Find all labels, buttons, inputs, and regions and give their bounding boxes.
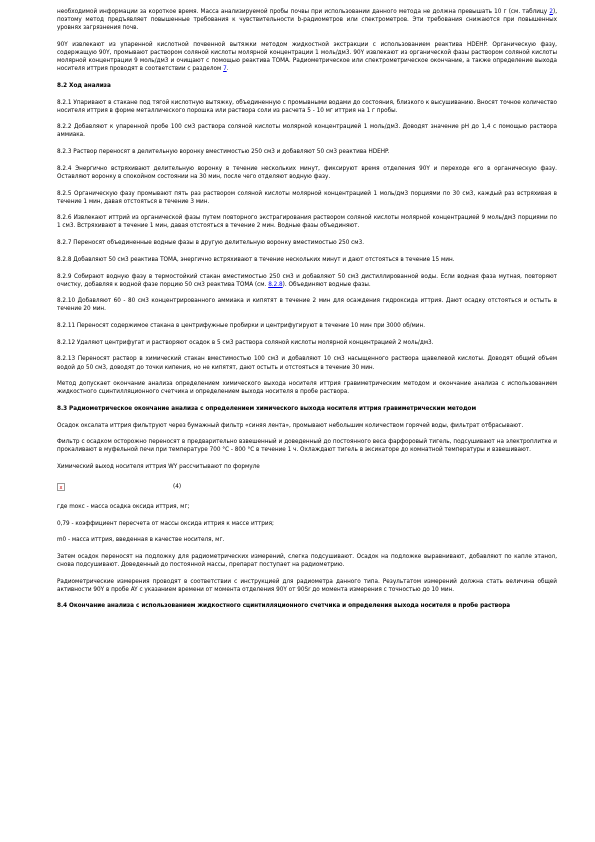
- paragraph: 90Y извлекают из упаренной кислотной почвенной вытяжки методом жидкостной экстракции с использованием реактива HDEHP. Органическую фазу, содержащую 90Y, промывают раствором соляной кислоты молярной концентрации 1 моль/дм3. 90Y извлекают из органической фазы раствором соляной кислоты молярной концентрации 9 моль/дм3 и очищают с помощью реактива ТОМА. Радиометрическое или спектрометрическое окончание, а также определение выхода носителя иттрия проводят в соответствии с разделом 7.: [57, 41, 557, 73]
- cross-reference-link[interactable]: 7: [223, 66, 227, 73]
- cross-reference-link[interactable]: 2: [549, 9, 553, 15]
- paragraph: 8.2.12 Удаляют центрифугат и растворяют осадок в 5 см3 раствора соляной кислоты молярной концентрацией 2 моль/дм3.: [57, 339, 434, 346]
- paragraph: 8.2.4 Энергично встряхивают делительную воронку в течение нескольких минут, фиксируют время отделения 90Y и переходе его в органическую фазу. Оставляют воронку в спокойном состоянии на 30 мин, после чего отделяют водную фазу.: [57, 165, 557, 180]
- section-heading: 8.2 Ход анализа: [57, 82, 111, 89]
- formula-image-placeholder-icon: x: [57, 483, 65, 491]
- formula-block: [57, 480, 557, 494]
- paragraph: Химический выход носителя иттрия WY рассчитывают по формуле: [57, 464, 260, 471]
- section-heading: 8.3 Радиометрическое окончание анализа с определением химического выхода носителя иттрия гравиметрическим методом: [57, 406, 477, 412]
- paragraph: 8.2.9 Собирают водную фазу в термостойкий стакан вместимостью 250 см3 и добавляют 50 см3 дистиллированной воды. Если водная фаза мутная, повторяют очистку, добавляя к водной фазе порцию 50 см3 реактива ТОМА (см. 8.2.8). Объединяют водные фазы.: [57, 273, 557, 288]
- paragraph: 8.2.10 Добавляют 60 - 80 см3 концентрированного аммиака и кипятят в течение 2 мин для осаждения гидроксида иттрия. Дают осадку отстояться и остыть в течение 20 мин.: [57, 298, 557, 313]
- document-body-continued: [57, 503, 557, 611]
- paragraph: Метод допускает окончание анализа определением химического выхода носителя иттрия гравиметрическим методом и окончание анализа с использованием жидкостного сцинтилляционного счетчика и определением выхода носителя в пробе раствора.: [57, 381, 557, 396]
- paragraph: Радиометрические измерения проводят в соответствии с инструкцией для радиометра данного типа. Результатом измерений должна стать величина общей активности 90Y в пробе AY с указанием времени от момента отделения 90Y от 90Sr до момента измерения с точностью до 10 мин.: [57, 578, 557, 593]
- section-heading: 8.4 Окончание анализа с использованием жидкостного сцинтилляционного счетчика и определения выхода носителя в пробе раствора: [57, 603, 511, 610]
- paragraph: 8.2.13 Переносят раствор в химический стакан вместимостью 100 см3 и добавляют 10 см3 насыщенного раствора щавелевой кислоты. Доводят общий объем водой до 50 см3, доводят до точки кипения, но не кипятят, дают остыть и отстояться в течение 30 мин.: [57, 356, 557, 371]
- paragraph: 8.2.8 Добавляют 50 см3 реактива ТОМА, энергично встряхивают в течение нескольких минут и дают отстояться в течение 15 мин.: [57, 256, 455, 263]
- paragraph: необходимой информации за короткое время. Масса анализируемой пробы почвы при использовании данного метода не должна превышать 10 г (см. таблицу 2), поэтому метод предъявляет повышенные требования к чувствительности b-радиометров или спектрометров. Эти требования снижаются при повышенных уровнях загрязнения почв.: [57, 9, 557, 32]
- paragraph: 8.2.5 Органическую фазу промывают пять раз раствором соляной кислоты молярной концентрацией 1 моль/дм3 порциями по 30 см3, каждый раз встряхивая в течение 1 мин, давая отстояться в течение 3 мин.: [57, 190, 557, 205]
- paragraph: Затем осадок переносят на подложку для радиометрических измерений, слегка подсушивают. Осадок на подложке выравнивают, добавляют по капле этанол, снова подсушивают. Доведенный до постоянной массы, препарат поступает на радиометрию.: [57, 553, 557, 568]
- paragraph: 8.2.2 Добавляют к упаренной пробе 100 см3 раствора соляной кислоты молярной концентрацией 1 моль/дм3. Доводят значение pH до 1,4 с помощью раствора аммиака.: [57, 124, 557, 139]
- paragraph: 8.2.3 Раствор переносят в делительную воронку вместимостью 250 см3 и добавляют 50 см3 реактива HDEHP.: [57, 149, 390, 156]
- cross-reference-link[interactable]: 8.2.8: [268, 281, 283, 288]
- paragraph: 8.2.7 Переносят объединенные водные фазы в другую делительную воронку вместимостью 250 см3.: [57, 240, 365, 247]
- paragraph: Осадок оксалата иттрия фильтруют через бумажный фильтр «синяя лента», промывают небольшим количеством горячей воды, фильтрат отбрасывают.: [57, 422, 524, 429]
- formula-number: (4): [173, 483, 182, 490]
- paragraph: 8.2.1 Упаривают в стакане под тягой кислотную вытяжку, объединенную с промывными водами до состояния, близкого к высушиванию. Вносят точное количество носителя иттрия в форме металлического порошка или раствора соли из расчета 5 - 10 мг иттрия на 1 г пробы.: [57, 99, 557, 114]
- paragraph: Фильтр с осадком осторожно переносят в предварительно взвешенный и доведенный до постоянного веса фарфоровый тигель, подсушивают на электроплитке и прокаливают в муфельной печи при температуре 700 °C - 800 °C в течение 1 ч. Охлаждают тигель в эксикаторе до комнатной температуры и взвешивают.: [57, 439, 557, 454]
- paragraph: 8.2.11 Переносят содержимое стакана в центрифужные пробирки и центрифугируют в течение 10 мин при 3000 об/мин.: [57, 323, 426, 330]
- paragraph: 8.2.6 Извлекают иттрий из органической фазы путем повторного экстрагирования раствором соляной кислоты молярной концентрацией 9 моль/дм3 порциями по 1 см3. Встряхивают в течение 1 мин, давая отстояться в течение 2 мин. Водные фазы объединяют.: [57, 215, 557, 230]
- document-page: [57, 8, 557, 619]
- paragraph: где mокс - масса осадка оксида иттрия, мг;: [57, 503, 190, 510]
- document-body: [57, 8, 557, 471]
- paragraph: m0 - масса иттрия, введенная в качестве носителя, мг.: [57, 537, 225, 544]
- paragraph: 0,79 - коэффициент пересчета от массы оксида иттрия к массе иттрия;: [57, 520, 274, 527]
